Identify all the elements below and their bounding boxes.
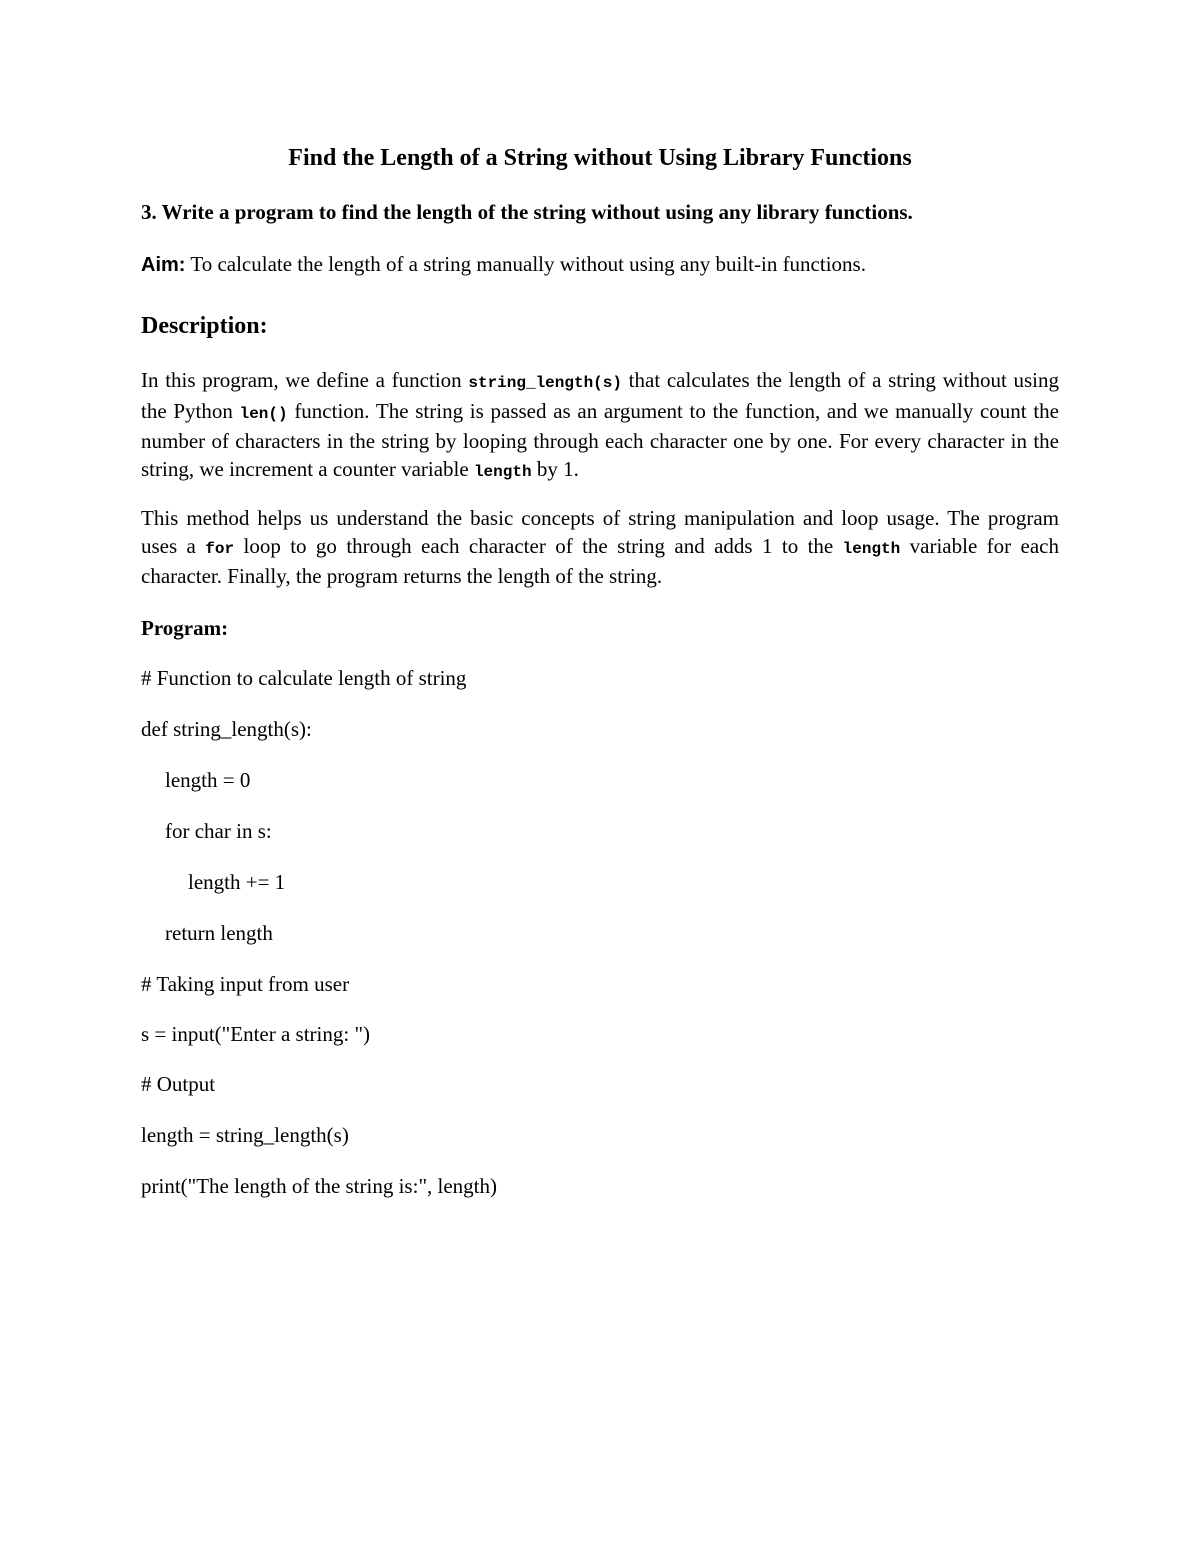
page-title: Find the Length of a String without Using Library Functions <box>288 145 912 171</box>
p2-code-for: for <box>205 539 235 558</box>
p1-code-length: length <box>473 462 532 481</box>
code-line: s = input("Enter a string: ") <box>141 1022 371 1046</box>
program-heading: Program: <box>141 616 229 640</box>
p1-text-3: function. The string is passed as an argument to the function, and we manually count the number of characters in the string by looping through each character one by one. For every character in the string, we increment a counter variable <box>141 398 1059 481</box>
description-paragraph-1 <box>141 367 1059 486</box>
aim-label: Aim: <box>141 254 186 276</box>
aim-line <box>141 250 866 279</box>
question-text: 3. Write a program to find the length of the string without using any library functions. <box>141 200 913 224</box>
code-line: for char in s: <box>165 819 272 843</box>
p1-text-4: by 1. <box>531 456 579 481</box>
p1-text-1: In this program, we define a function <box>141 368 469 392</box>
code-line: length = string_length(s) <box>141 1123 349 1147</box>
p2-text-3: variable for each character. Finally, the program returns the length of the string. <box>141 533 1059 588</box>
code-line: length = 0 <box>165 768 251 792</box>
p2-text-2: loop to go through each character of the string and adds 1 to the <box>234 533 843 558</box>
code-line: return length <box>165 921 273 945</box>
p1-code-len: len() <box>239 404 288 423</box>
code-line: length += 1 <box>188 870 286 894</box>
p1-code-function-name: string_length(s) <box>468 374 622 392</box>
p2-text-1: This method helps us understand the basic concepts of string manipulation and loop usage. The program uses a <box>141 506 1059 558</box>
aim-text: To calculate the length of a string manually without using any built-in functions. <box>190 252 866 276</box>
code-line: def string_length(s): <box>141 717 312 741</box>
p2-code-length: length <box>842 539 901 558</box>
code-line: # Output <box>141 1072 216 1096</box>
code-line: # Function to calculate length of string <box>141 666 467 690</box>
code-line: # Taking input from user <box>141 972 350 996</box>
description-paragraph-2 <box>141 505 1059 591</box>
description-heading: Description: <box>141 313 268 339</box>
code-line: print("The length of the string is:", length) <box>141 1174 497 1198</box>
p1-text-2: that calculates the length of a string without using the Python <box>141 368 1059 423</box>
